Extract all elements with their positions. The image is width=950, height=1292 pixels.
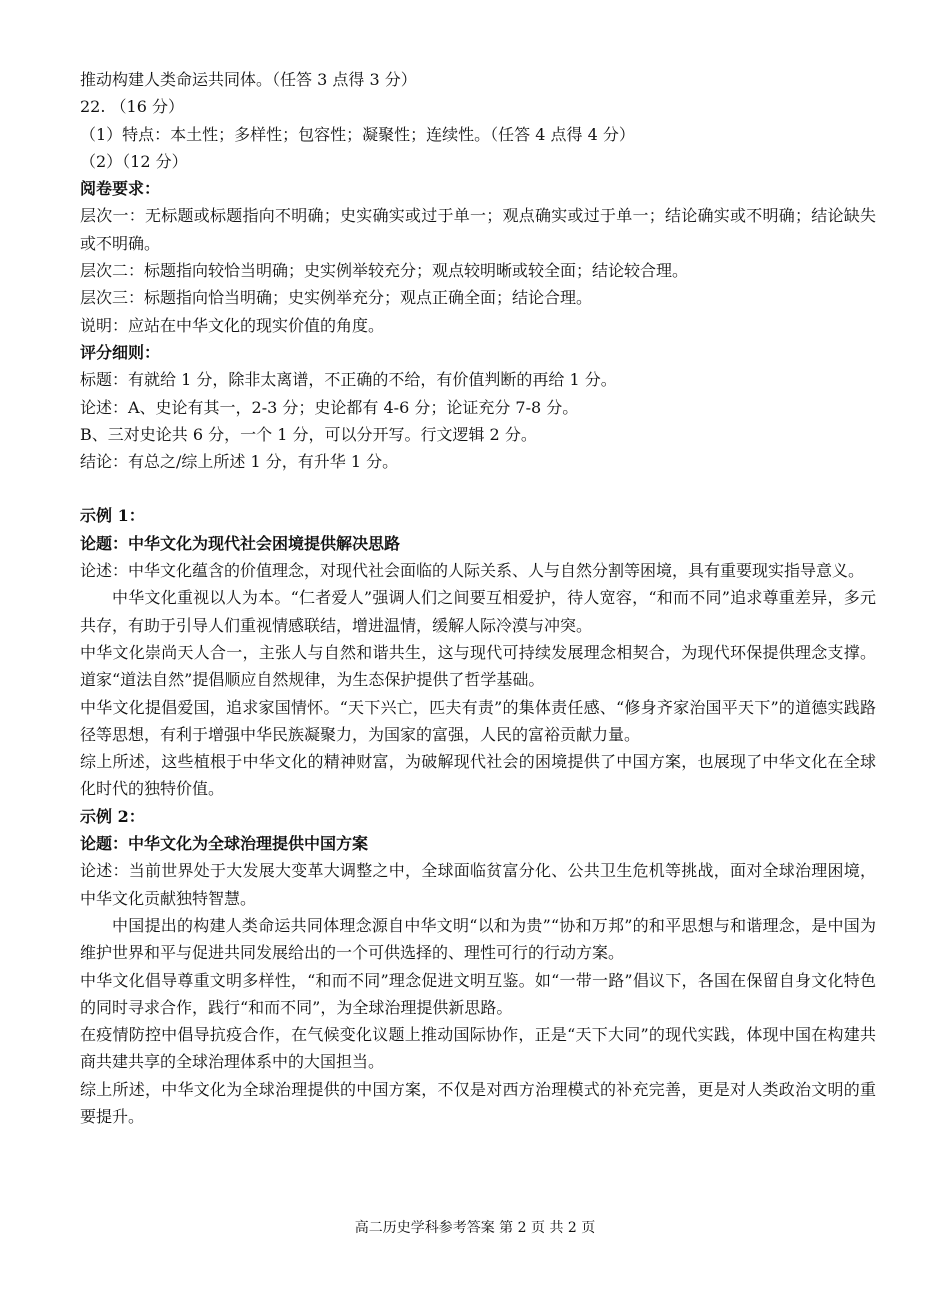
example-1-title: 论题：中华文化为现代社会困境提供解决思路 — [80, 533, 401, 553]
example-2-paragraph-2: 中华文化倡导尊重文明多样性，“和而不同”理念促进文明互鉴。如“一带一路”倡议下，各国在保留自身文化特色的同时寻求合作，践行“和而不同”，为全球治理提供新思路。 — [80, 970, 876, 1017]
example-2-title: 论题：中华文化为全球治理提供中国方案 — [80, 834, 369, 854]
answer-line-21-end: 推动构建人类命运共同体。（任答 3 点得 3 分） — [80, 70, 417, 89]
scoring-rules-heading: 评分细则： — [80, 342, 161, 362]
scoring-argument-rule-a: 论述：A、史论有其一，2-3 分；史论都有 4-6 分；论证充分 7-8 分。 — [80, 397, 579, 417]
example-1-paragraph-3: 中华文化提倡爱国，追求家国情怀。“天下兴亡，匹夫有责”的集体责任感、“修身齐家治国平天下”的道德实践路径等思想，有利于增强中华民族凝聚力，为国家的富强，人民的富裕贡献力量。 — [80, 697, 876, 744]
review-level-1: 层次一：无标题或标题指向不明确；史实确实或过于单一；观点确实或过于单一；结论确实或不明确；结论缺失或不明确。 — [80, 206, 876, 253]
example-1-paragraph-1: 中华文化重视以人为本。“仁者爱人”强调人们之间要互相爱护，待人宽容，“和而不同”追求尊重差异，多元共存，有助于引导人们重视情感联结，增进温情，缓解人际冷漠与冲突。 — [80, 588, 876, 635]
review-note: 说明：应站在中华文化的现实价值的角度。 — [80, 315, 385, 335]
example-2-paragraph-1: 中国提出的构建人类命运共同体理念源自中华文明“以和为贵”“协和万邦”的和平思想与和谐理念，是中国为维护世界和平与促进共同发展给出的一个可供选择的、理性可行的行动方案。 — [80, 915, 876, 963]
example-2-label: 示例 2： — [80, 806, 145, 826]
review-level-2: 层次二：标题指向较恰当明确；史实例举较充分；观点较明晰或较全面；结论较合理。 — [80, 261, 689, 281]
question-22-header: 22. （16 分） — [80, 97, 184, 117]
example-2-intro: 论述：当前世界处于大发展大变革大调整之中，全球面临贫富分化、公共卫生危机等挑战，面对全球治理困境，中华文化贡献独特智慧。 — [80, 861, 876, 908]
scoring-conclusion-rule: 结论：有总之/综上所述 1 分，有升华 1 分。 — [80, 452, 399, 472]
example-2-conclusion: 综上所述，中华文化为全球治理提供的中国方案，不仅是对西方治理模式的补充完善，更是对人类政治文明的重要提升。 — [80, 1079, 876, 1126]
review-level-3: 层次三：标题指向恰当明确；史实例举充分；观点正确全面；结论合理。 — [80, 288, 593, 308]
document-body — [80, 66, 876, 1130]
scoring-title-rule: 标题：有就给 1 分，除非太离谱，不正确的不给，有价值判断的再给 1 分。 — [80, 370, 617, 390]
section-spacer — [80, 475, 876, 502]
scoring-argument-rule-b: B、三对史论共 6 分，一个 1 分，可以分开写。行文逻辑 2 分。 — [80, 424, 537, 444]
page-footer: 高二历史学科参考答案 第 2 页 共 2 页 — [354, 1220, 596, 1236]
example-1-label: 示例 1： — [80, 506, 145, 526]
question-22-part-1: （1）特点：本土性；多样性；包容性；凝聚性；连续性。（任答 4 点得 4 分） — [80, 124, 635, 144]
question-22-part-2: （2）（12 分） — [80, 151, 188, 171]
example-1-conclusion: 综上所述，这些植根于中华文化的精神财富，为破解现代社会的困境提供了中国方案，也展现了中华文化在全球化时代的独特价值。 — [80, 752, 876, 799]
example-2-paragraph-3: 在疫情防控中倡导抗疫合作，在气候变化议题上推动国际协作，正是“天下大同”的现代实践，体现中国在构建共商共建共享的全球治理体系中的大国担当。 — [80, 1025, 876, 1072]
review-requirements-heading: 阅卷要求： — [80, 179, 161, 199]
example-1-paragraph-2: 中华文化崇尚天人合一，主张人与自然和谐共生，这与现代可持续发展理念相契合，为现代环保提供理念支撑。道家“道法自然”提倡顺应自然规律，为生态保护提供了哲学基础。 — [80, 642, 876, 690]
example-1-intro: 论述：中华文化蕴含的价值理念，对现代社会面临的人际关系、人与自然分割等困境，具有重要现实指导意义。 — [80, 561, 865, 581]
